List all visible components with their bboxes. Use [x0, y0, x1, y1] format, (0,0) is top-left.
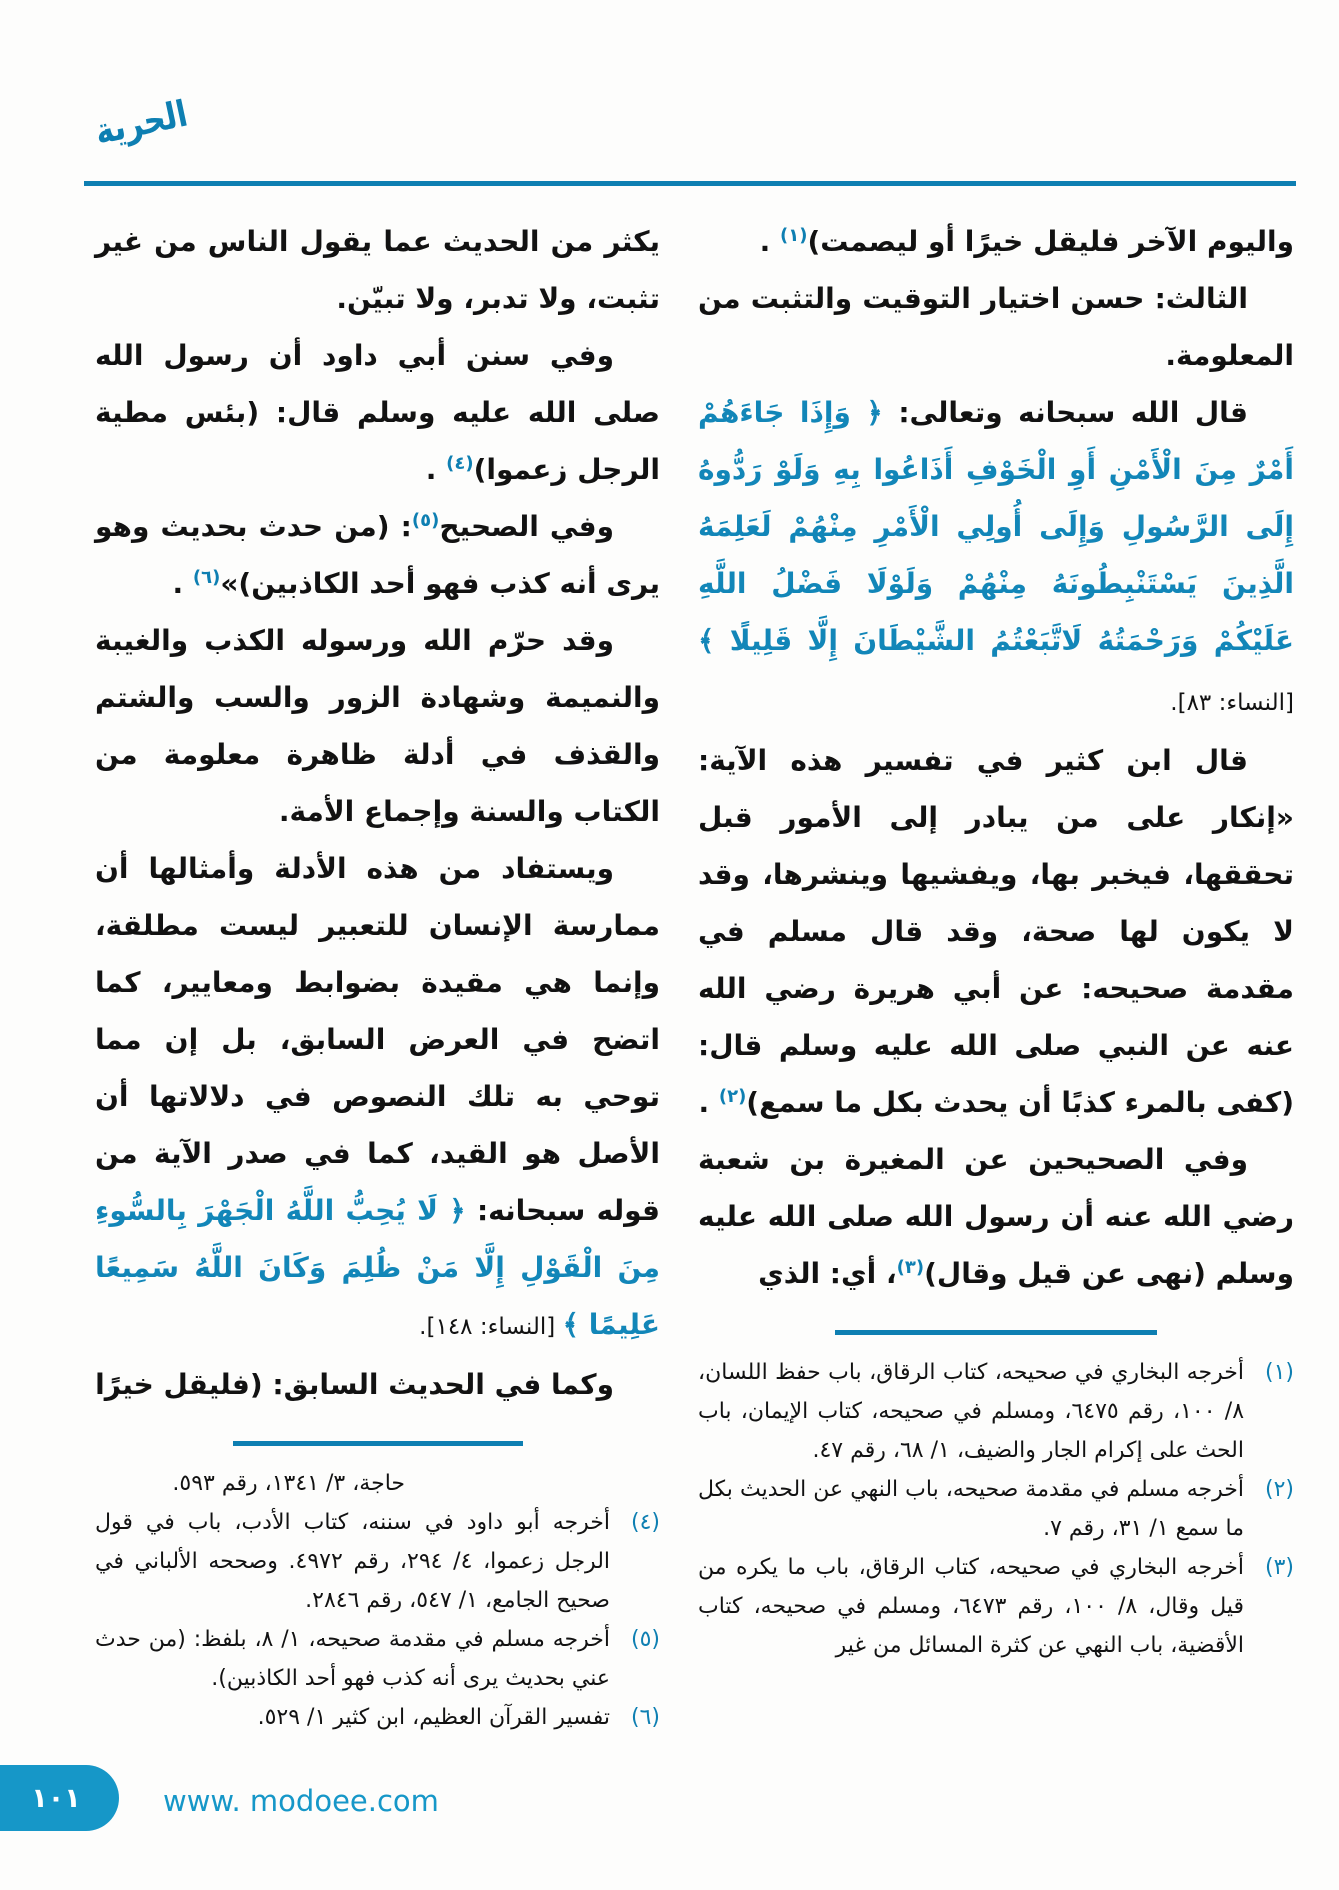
footnote	[95, 1503, 660, 1620]
footnote-text: حاجة، ٣/ ١٣٤١، رقم ٥٩٣.	[172, 1471, 405, 1496]
body-text: وفي الصحيح	[439, 510, 614, 543]
paragraph	[698, 1131, 1294, 1302]
footnote-number: (٥)	[630, 1627, 660, 1652]
footnote-separator	[835, 1330, 1157, 1335]
page-number: ١٠١	[31, 1782, 81, 1814]
footnote	[698, 1353, 1294, 1470]
footnote	[95, 1698, 660, 1737]
footnote	[95, 1464, 660, 1503]
verse-reference: [النساء: ١٤٨].	[419, 1314, 563, 1340]
footnote-number: (٣)	[1264, 1555, 1294, 1580]
text-column-primary	[698, 213, 1294, 1737]
footnote-number: (١)	[1264, 1360, 1294, 1385]
footnote-number: (٢)	[1264, 1477, 1294, 1502]
footnote-text: أخرجه أبو داود في سننه، كتاب الأدب، باب في قول الرجل زعموا، ٤/ ٢٩٤، رقم ٤٩٧٢. وصححه الألباني في صحيح الجامع، ١/ ٥٤٧، رقم ٢٨٤٦.	[95, 1510, 611, 1613]
publisher-logo: الحرية	[91, 93, 192, 153]
body-text: .	[425, 453, 447, 486]
primary-footnotes	[698, 1353, 1294, 1665]
primary-paragraphs	[698, 213, 1294, 1302]
paragraph	[95, 498, 660, 612]
paragraph	[698, 384, 1294, 732]
body-text: ، أي: الذي	[758, 1257, 897, 1290]
quran-verse: ﴿ لَا يُحِبُّ اللَّهُ الْجَهْرَ بِالسُّوءِ مِنَ الْقَوْلِ إِلَّا مَنْ ظُلِمَ وَكَانَ اللَّهُ سَمِيعًا عَلِيمًا ﴾	[95, 1194, 660, 1341]
page-content	[95, 213, 1294, 1737]
footnote-marker: (٦)	[192, 567, 221, 588]
body-text: قال ابن كثير في تفسير هذه الآية: «إنكار على من يبادر إلى الأمور قبل تحققها، فيخبر بها، ويفشيها وينشرها، وقد لا يكون لها صحة، وقد قال مسلم في مقدمة صحيحه: عن أبي هريرة رضي الله عنه عن النبي صلى الله عليه وسلم قال: (كفى بالمرء كذبًا أن يحدث بكل ما سمع)	[698, 744, 1294, 1119]
paragraph	[95, 213, 660, 327]
footnote-marker: (٣)	[896, 1257, 925, 1278]
quran-verse: ﴿ وَإِذَا جَاءَهُمْ أَمْرٌ مِنَ الْأَمْنِ أَوِ الْخَوْفِ أَذَاعُوا بِهِ وَلَوْ رَدُّوهُ إِلَى الرَّسُولِ وَإِلَى أُولِي الْأَمْرِ مِنْهُمْ لَعَلِمَهُ الَّذِينَ يَسْتَنْبِطُونَهُ مِنْهُمْ وَلَوْلَا فَضْلُ اللَّهِ عَلَيْكُمْ وَرَحْمَتُهُ لَاتَّبَعْتُمُ الشَّيْطَانَ إِلَّا قَلِيلًا ﴾	[698, 396, 1294, 657]
footnote-marker: (٤)	[446, 453, 474, 474]
body-text: واليوم الآخر فليقل خيرًا أو ليصمت)	[807, 225, 1294, 258]
body-text: وفي الصحيحين عن المغيرة بن شعبة رضي الله عنه أن رسول الله صلى الله عليه وسلم (نهى عن قيل وقال)	[698, 1143, 1294, 1290]
body-text: .	[759, 225, 781, 258]
paragraph	[95, 1356, 660, 1413]
footnote-number: (٤)	[630, 1510, 660, 1535]
body-text: وكما في الحديث السابق: (فليقل خيرًا	[95, 1368, 614, 1401]
footnote-marker: (٢)	[718, 1086, 747, 1107]
body-text: الثالث: حسن اختيار التوقيت والتثبت من المعلومة.	[698, 282, 1294, 372]
footnote-text: أخرجه البخاري في صحيحه، كتاب الرقاق، باب ما يكره من قيل وقال، ٨/ ١٠٠، رقم ٦٤٧٣، ومسلم في صحيحه، كتاب الأقضية، باب النهي عن كثرة المسائل من غير	[698, 1555, 1245, 1658]
text-column-secondary	[95, 213, 660, 1737]
footnote-separator	[233, 1441, 523, 1446]
footnote	[698, 1470, 1294, 1548]
footnote-number: (٦)	[630, 1705, 660, 1730]
paragraph	[95, 612, 660, 840]
body-text: وفي سنن أبي داود أن رسول الله صلى الله عليه وسلم قال: (بئس مطية الرجل زعموا)	[95, 339, 660, 486]
page-number-tab	[0, 1765, 119, 1831]
body-text: .	[172, 567, 193, 600]
footnote-text: تفسير القرآن العظيم، ابن كثير ١/ ٥٢٩.	[257, 1705, 610, 1730]
header-rule	[84, 181, 1296, 186]
footnote-number	[610, 1464, 660, 1503]
body-text: .	[698, 1086, 719, 1119]
paragraph	[95, 840, 660, 1356]
body-text: ويستفاد من هذه الأدلة وأمثالها أن ممارسة الإنسان للتعبير ليست مطلقة، وإنما هي مقيدة بضوابط ومعايير، كما اتضح في العرض السابق، بل إن مما توحي به تلك النصوص في دلالاتها أن الأصل هو القيد، كما في صدر الآية من قوله سبحانه:	[95, 852, 660, 1227]
footnote-text: أخرجه مسلم في مقدمة صحيحه، ١/ ٨، بلفظ: (من حدث عني بحديث يرى أنه كذب فهو أحد الكاذبين).	[95, 1627, 610, 1691]
body-text: قال الله سبحانه وتعالى:	[882, 396, 1249, 429]
footnote-text: أخرجه مسلم في مقدمة صحيحه، باب النهي عن الحديث بكل ما سمع ١/ ٣١، رقم ٧.	[698, 1477, 1244, 1541]
footnote	[698, 1548, 1294, 1665]
verse-reference: [النساء: ٨٣].	[1170, 690, 1294, 716]
body-text: وقد حرّم الله ورسوله الكذب والغيبة والنميمة وشهادة الزور والسب والشتم والقذف في أدلة ظاهرة معلومة من الكتاب والسنة وإجماع الأمة.	[95, 624, 660, 828]
footnote	[95, 1620, 660, 1698]
footnote-marker: (٥)	[411, 510, 440, 531]
paragraph	[698, 213, 1294, 270]
body-text: يكثر من الحديث عما يقول الناس من غير تثبت، ولا تدبر، ولا تبيّن.	[95, 225, 660, 315]
footnote-text: أخرجه البخاري في صحيحه، كتاب الرقاق، باب حفظ اللسان، ٨/ ١٠٠، رقم ٦٤٧٥، ومسلم في صحيحه، كتاب الإيمان، باب الحث على إكرام الجار والضيف، ١/ ٦٨، رقم ٤٧.	[698, 1360, 1245, 1463]
paragraph	[698, 270, 1294, 384]
paragraph	[95, 327, 660, 498]
footnote-marker: (١)	[780, 225, 808, 246]
paragraph	[698, 732, 1294, 1131]
body-text: : (من حدث بحديث وهو يرى أنه كذب فهو أحد الكاذبين)»	[95, 510, 660, 600]
secondary-paragraphs	[95, 213, 660, 1413]
secondary-footnotes	[95, 1464, 660, 1737]
website-url: www. modoee.com	[163, 1784, 439, 1818]
